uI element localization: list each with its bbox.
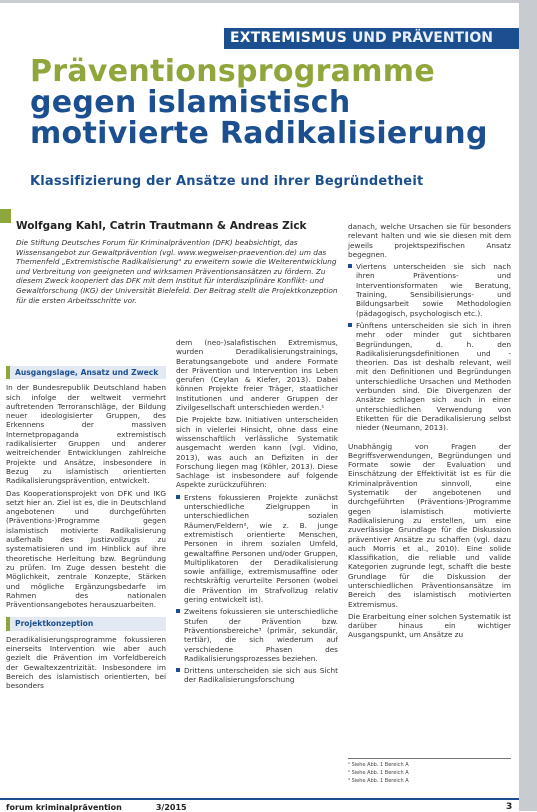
column-2	[176, 338, 338, 688]
col1-paragraph-1: In der Bundesrepublik Deutschland haben sich infolge der weltweit vermehrt auftretenden Terroranschläge, der Bildung neuer ideologisierter Gruppen, des Erkennens der massiven Internetpropaganda extremistisch radikalisierter Gruppen und anderer weitreichender Entwicklungen zahlreiche Projekte und Ansätze, insbesondere in Bezug zu islamistisch orientierten Radikalisierungsprävention, entwickelt.	[6, 383, 166, 486]
journal-name: forum kriminalprävention	[6, 803, 122, 812]
bullet-marker	[348, 323, 352, 327]
top-edge	[0, 0, 519, 3]
column-3	[348, 222, 511, 643]
section-header-band	[224, 28, 519, 49]
article-subtitle: Klassifizierung der Ansätze und ihrer Begründetheit	[30, 174, 424, 189]
right-edge-strip	[519, 0, 537, 811]
col3-paragraph-3: Die Erarbeitung einer solchen Systematik ist darüber hinaus ein wichtiger Ausgangspunkt, um Ansätze zu	[348, 611, 511, 640]
article-title	[30, 56, 510, 149]
bullet-text: Viertens unterscheiden sie sich nach ihren Präventions- und Interventionsformaten wie Beratung, Training, Sensibilisierungs- und Bildungsarbeit sowie Methodologien (pädagogisch, psychologisch etc.).	[356, 262, 511, 318]
col2-paragraph-2: Die Projekte bzw. Initiativen unterscheiden sich in vielerlei Hinsicht, ohne dass eine wissenschaftlich verlässliche Systematik ausgemacht werden kann (vgl. Vidino, 2013), was auch an Defiziten in der Forschung liegen mag (Köhler, 2013). Diese Sachlage ist insbesondere auf folgende Aspekte zurückzuführen:	[176, 415, 338, 490]
bullet-erstens	[176, 493, 338, 605]
author-accent-bar	[0, 209, 11, 223]
title-line-2: gegen islamistisch	[30, 85, 351, 120]
intro-paragraph: Die Stiftung Deutsches Forum für Kriminalprävention (DFK) beabsichtigt, das Wissensangebot zur Gewaltprävention (vgl. www.wegweiser-praevention.de) um das Themenfeld „Extremistische Radikalisierung" zu erweitern sowie die Weiterentwicklung und Verbreitung von geeigneten und wirksamen Präventionsansätzen zu fördern. Zu diesem Zweck kooperiert das DFK mit dem Institut für interdisziplinäre Konflikt- und Gewaltforschung (IKG) der Universität Bielefeld. Der Beitrag stellt die Projektkonzeption für die ersten Arbeitsschritte vor.	[16, 238, 338, 305]
authors: Wolfgang Kahl, Catrin Trautmann & Andreas Zick	[16, 220, 307, 232]
bullet-drittens	[176, 666, 338, 685]
footer-rule	[0, 798, 519, 800]
col2-paragraph-1: dem (neo-)salafistischen Extremismus, wurden Deradikalisierungstrainings, Beratungsangebote und andere Formate der Prävention und Intervention ins Leben gerufen (Ceylan & Kiefer, 2013). Dabei können Projekte freier Träger, staatlicher Institutionen und anderer Gruppen der Zivilgesellschaft unterschieden werden.¹	[176, 338, 338, 413]
col1-paragraph-2: Das Kooperationsprojekt von DFK und IKG setzt hier an. Ziel ist es, die in Deutschland angebotenen und durchgeführten (Präventions-)Programme gegen islamistisch motivierte Radikalisierung außerhalb des Justizvollzugs zu systematisieren und im Hinblick auf ihre theoretische Herleitung bzw. Begründung zu prüfen. Im Zuge dessen besteht die Möglichkeit, zentrale Konzepte, Stärken und mögliche Ergänzungsbedarfe im Rahmen des nationalen Präventionsangebotes herauszuarbeiten.	[6, 488, 166, 610]
footnote-2: ² Siehe Abb. 1 Bereich A	[348, 770, 409, 776]
bullet-fuenftens	[348, 321, 511, 433]
footnotes	[348, 758, 511, 785]
bullet-marker	[348, 264, 352, 268]
title-line-3: motivierte Radikalisierung	[30, 116, 488, 151]
col3-paragraph-2: Unabhängig von Fragen der Begriffsverwendungen, Begründungen und Formate sowie der Evaluation und Einschätzung der Effektivität ist es für die Kriminalprävention sinnvoll, eine Systematik der angebotenen und durchgeführten (Präventions-)Programme gegen islamistisch motivierte Radikalisierung zu erstellen, um eine zuverlässige Grundlage für die Diskussion präventiver Ansätze zu schaffen (vgl. dazu auch Morris et al., 2010). Eine solide Klassifikation, die reliable und valide Kategorien zugrunde legt, schafft die beste Grundlage für die Diskussion der unterschiedlichen Präventionsansätze im Bereich des islamistisch motivierten Extremismus.	[348, 441, 511, 609]
bullet-zweitens	[176, 607, 338, 663]
bullet-viertens	[348, 262, 511, 318]
page-number: 3	[506, 802, 513, 812]
col3-paragraph-1: danach, welche Ursachen sie für besonders relevant halten und wie sie diesen mit dem jeweils projektspezifischen Ansatz begegnen.	[348, 222, 511, 259]
header-word-2: UND PRÄVENTION	[351, 30, 493, 46]
footnote-1: ¹ Siehe Abb. 1 Bereich A	[348, 762, 409, 768]
issue-number: 3/2015	[155, 803, 187, 812]
title-line-1: Präventionsprogramme	[30, 54, 435, 89]
bullet-marker	[176, 495, 180, 499]
footnote-3: ³ Siehe Abb. 1 Bereich A	[348, 778, 409, 784]
section-heading-projektkonzeption: Projektkonzeption	[6, 617, 166, 630]
header-word-1: EXTREMISMUS	[230, 30, 348, 46]
bullet-marker	[176, 609, 180, 613]
bullet-text: Erstens fokussieren Projekte zunächst unterschiedliche Zielgruppen in unterschiedlichen sozialen Räumen/Feldern², wie z. B. junge extremistisch orientierte Menschen, Personen in ihrem sozialen Umfeld, gewaltaffine Personen und/oder Gruppen, Multiplikatoren der Deradikalisierung sowie anfällige, extremismusaffine oder rechtskräftig verurteilte Personen (wobei die Prävention im Strafvollzug relativ gering entwickelt ist).	[184, 492, 338, 605]
bullet-text: Zweitens fokussieren sie unterschiedliche Stufen der Prävention bzw. Präventionsbereiche³ (primär, sekundär, tertiär), die sich wiederum auf verschiedene Phasen des Radikalisierungsprozesses beziehen.	[184, 607, 338, 663]
bullet-marker	[176, 668, 180, 672]
column-1	[6, 366, 166, 694]
col1-paragraph-3: Deradikalisierungsprogramme fokussieren einerseits Intervention wie aber auch gezielt die Prävention im Vorfeldbereich der Gewaltexzentrizität. Insbesondere im Bereich des islamistisch orientierten, bei besonders	[6, 634, 166, 691]
bullet-text: Drittens unterscheiden sie sich aus Sicht der Radikalisierungsforschung	[184, 666, 338, 685]
bullet-text: Fünftens unterscheiden sie sich in ihren mehr oder minder gut sichtbaren Begründungen, d. h. den Radikalisierungsdefinitionen und -theorien. Das ist deshalb relevant, weil mit den Definitionen und Begründungen unterschiedliche Ursachen und Methoden verbunden sind. Die Divergenzen der Ansätze schlagen sich auch in einer unterschiedlichen Verwendung von Etiketten für die Deradikalisierung selbst nieder (Neumann, 2013).	[356, 320, 511, 433]
section-heading-ausgangslage: Ausgangslage, Ansatz und Zweck	[6, 366, 166, 379]
